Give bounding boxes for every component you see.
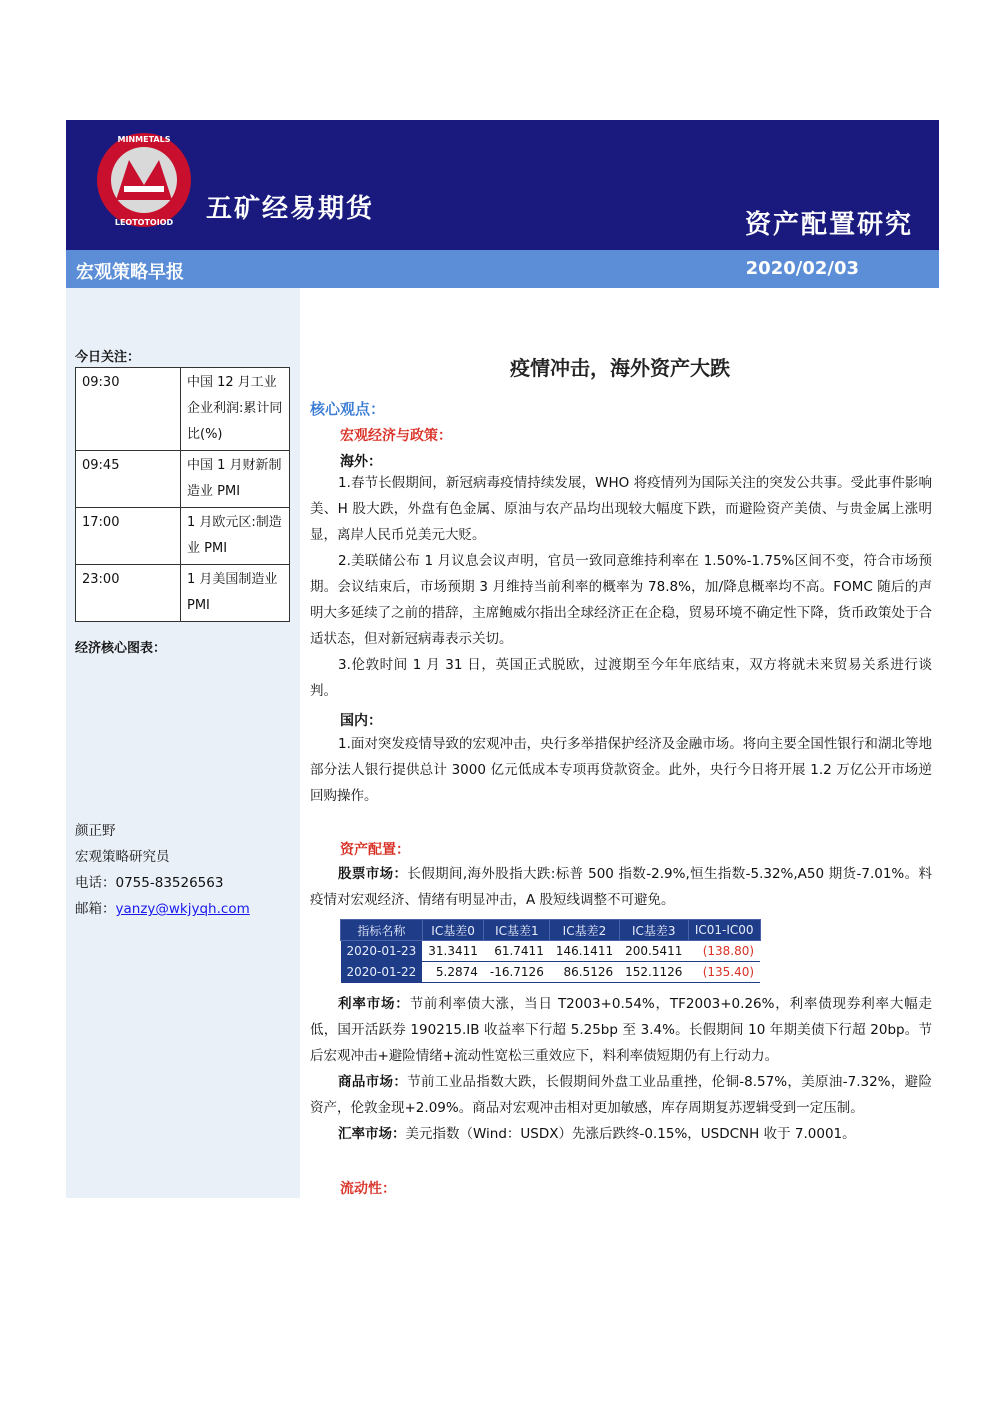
core-view-heading: 核心观点： — [310, 400, 386, 418]
overseas-heading: 海外： — [340, 454, 382, 470]
rates-label: 利率市场： — [338, 996, 410, 1012]
table-header-row — [341, 920, 761, 941]
report-type: 资产配置研究 — [744, 210, 913, 240]
table-row — [76, 368, 290, 451]
column-header: IC基差0 — [422, 920, 484, 941]
logo-letters-top: MINMETALS — [117, 135, 171, 144]
today-focus-label: 今日关注： — [75, 350, 141, 365]
agenda-time: 09:45 — [76, 451, 181, 508]
table-cell: 200.5411 — [619, 941, 688, 962]
email-link[interactable]: yanzy@wkjyqh.com — [115, 901, 250, 917]
overseas-paragraph-3: 3.伦敦时间 1 月 31 日，英国正式脱欧，过渡期至今年年底结束，双方将就未来贸易关系进行谈判。 — [310, 657, 932, 699]
company-logo — [94, 130, 194, 230]
column-header: 指标名称 — [341, 920, 423, 941]
table-cell-date: 2020-01-22 — [341, 962, 423, 983]
analyst-phone: 电话：0755-83526563 — [75, 875, 224, 891]
agenda-time: 17:00 — [76, 508, 181, 565]
email-label: 邮箱： — [75, 901, 116, 917]
table-row — [341, 941, 761, 962]
core-charts-label: 经济核心图表： — [75, 641, 167, 656]
liquidity-heading: 流动性： — [340, 1181, 396, 1197]
agenda-event: 中国 1 月财新制造业 PMI — [181, 451, 290, 508]
analyst-name: 颜正野 — [75, 823, 116, 839]
column-header: IC基差3 — [619, 920, 688, 941]
table-row — [76, 451, 290, 508]
fx-paragraph — [310, 1121, 932, 1147]
column-header: IC基差1 — [484, 920, 550, 941]
rates-paragraph — [310, 991, 932, 1069]
report-date: 2020/02/03 — [745, 258, 859, 279]
analyst-title: 宏观策略研究员 — [75, 849, 170, 865]
report-subbar — [66, 250, 939, 288]
equity-paragraph — [310, 861, 932, 913]
domestic-heading: 国内： — [340, 713, 382, 729]
table-cell: -16.7126 — [484, 962, 550, 983]
agenda-event: 中国 12 月工业企业利润:累计同比(%) — [181, 368, 290, 451]
column-header: IC01-IC00 — [688, 920, 760, 941]
equity-text: 长假期间,海外股指大跌:标普 500 指数-2.9%,恒生指数-5.32%,A50 期货-7.01%。料疫情对宏观经济、情绪有明显冲击，A 股短线调整不可避免。 — [310, 866, 932, 908]
rates-text: 节前利率债大涨，当日 T2003+0.54%，TF2003+0.26%，利率债现券利率大幅走低，国开活跃券 190215.IB 收益率下行超 5.25bp 至 3.4%。长假期间 10 年期美债下行超 20bp。节后宏观冲击+避险情绪+流动性宽松三重效应下，料利率债短期仍有上行动力。 — [310, 996, 932, 1064]
agenda-event: 1 月美国制造业 PMI — [181, 565, 290, 622]
table-cell: 86.5126 — [550, 962, 619, 983]
table-cell-spread: (138.80) — [688, 941, 760, 962]
fx-text: 美元指数（Wind：USDX）先涨后跌终-0.15%，USDCNH 收于 7.0001。 — [405, 1126, 856, 1142]
column-header: IC基差2 — [550, 920, 619, 941]
overseas-paragraph-1: 1.春节长假期间，新冠病毒疫情持续发展，WHO 将疫情列为国际关注的突发公共事。受此事件影响美、H 股大跌，外盘有色金属、原油与农产品均出现较大幅度下跌，而避险资产美债、与贵金属上涨明显，离岸人民币兑美元大贬。 — [310, 475, 932, 543]
agenda-time: 23:00 — [76, 565, 181, 622]
commodity-paragraph — [310, 1069, 932, 1121]
domestic-paragraph-1: 1.面对突发疫情导致的宏观冲击，央行多举措保护经济及金融市场。将向主要全国性银行和湖北等地部分法人银行提供总计 3000 亿元低成本专项再贷款资金。此外，央行今日将开展 1.2 万亿公开市场逆回购操作。 — [310, 736, 932, 804]
company-name: 五矿经易期货 — [206, 194, 375, 224]
table-cell: 31.3411 — [422, 941, 484, 962]
table-cell-date: 2020-01-23 — [341, 941, 423, 962]
macro-heading: 宏观经济与政策： — [340, 428, 452, 444]
fx-label: 汇率市场： — [338, 1126, 406, 1142]
overseas-paragraph-2: 2.美联储公布 1 月议息会议声明，官员一致同意维持利率在 1.50%-1.75%区间不变，符合市场预期。会议结束后，市场预期 3 月维持当前利率的概率为 78.8%，加/降息概率均不高。FOMC 随后的声明大多延续了之前的措辞，主席鲍威尔指出全球经济正在企稳，贸易环境不确定性下降，货币政策处于合适状态，但对新冠病毒表示关切。 — [310, 553, 932, 647]
agenda-event: 1 月欧元区:制造业 PMI — [181, 508, 290, 565]
analyst-email-row — [75, 897, 250, 917]
table-cell: 146.1411 — [550, 941, 619, 962]
commodity-text: 节前工业品指数大跌，长假期间外盘工业品重挫，伦铜-8.57%，美原油-7.32%，避险资产，伦敦金现+2.09%。商品对宏观冲击相对更加敏感，库存周期复苏逻辑受到一定压制。 — [310, 1074, 932, 1116]
agenda-table — [75, 367, 290, 622]
report-title: 疫情冲击，海外资产大跌 — [510, 356, 730, 380]
table-cell: 152.1126 — [619, 962, 688, 983]
basis-table — [340, 919, 761, 983]
commodity-label: 商品市场： — [338, 1074, 408, 1090]
allocation-heading: 资产配置： — [340, 842, 410, 858]
agenda-time: 09:30 — [76, 368, 181, 451]
table-row — [76, 565, 290, 622]
table-cell: 5.2874 — [422, 962, 484, 983]
table-row — [76, 508, 290, 565]
report-series: 宏观策略早报 — [76, 262, 184, 283]
table-row — [341, 962, 761, 983]
table-cell-spread: (135.40) — [688, 962, 760, 983]
table-cell: 61.7411 — [484, 941, 550, 962]
report-header — [66, 120, 939, 250]
logo-letters-bottom: LEOTOTOIOD — [114, 218, 174, 227]
equity-label: 股票市场： — [338, 866, 408, 882]
